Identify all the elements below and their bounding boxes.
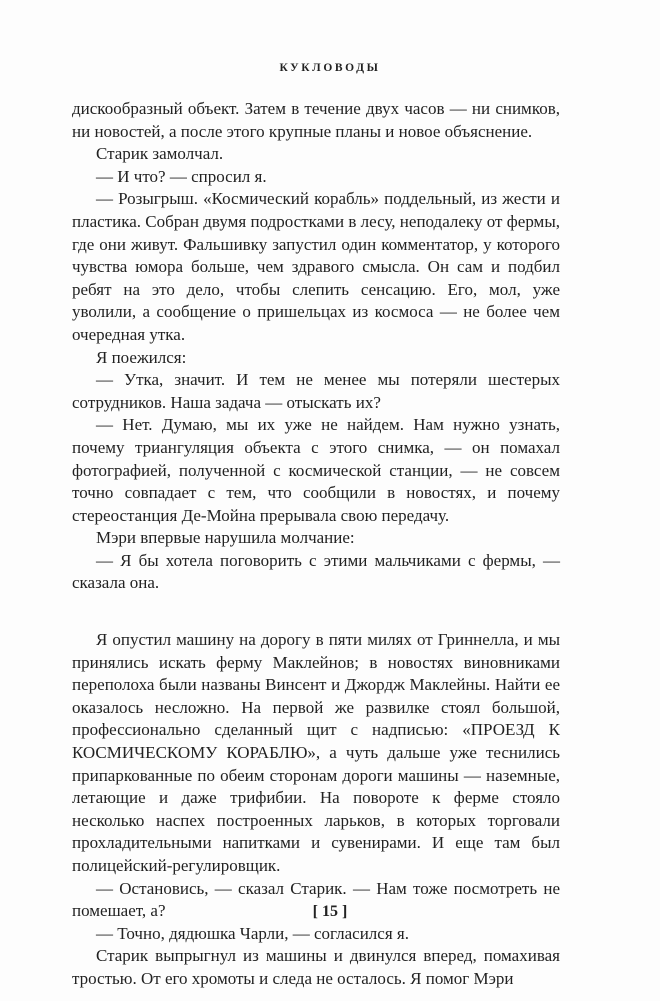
dialogue-line: — Остановись, — сказал Старик. — Нам тоже посмотреть не помешает, а? bbox=[72, 878, 560, 921]
dialogue-line: — И что? — спросил я. bbox=[96, 166, 267, 186]
paragraph: Я опустил машину на дорогу в пяти милях от Гриннелла, и мы принялись искать ферму Маклейнов; в новостях виновниками переполоха были названы Винсент и Джордж Маклейны. Найти ее оказалось несложно. На первой же развилке стоял большой, профессионально сделанный щит с надписью: «ПРОЕЗД К КОСМИЧЕСКОМУ КОРАБЛЮ», а чуть дальше уже теснились припаркованные по обеим сторонам дороги машины — наземные, летающие и даже трифибии. На повороте к ферме стояло несколько наспех построенных ларьков, в которых торговали прохладительными напитками и сувенирами. И еще там был полицейский-регулировщик. bbox=[72, 630, 560, 875]
dialogue-line: — Точно, дядюшка Чарли, — согласился я. bbox=[96, 923, 409, 943]
dialogue-line: — Я бы хотела поговорить с этими мальчиками с фермы, — сказала она. bbox=[72, 550, 560, 593]
dialogue-line: — Розыгрыш. «Космический корабль» поддельный, из жести и пластика. Собран двумя подростками в лесу, неподалеку от фермы, где они живут. Фальшивку запустил один комментатор, у которого чувства юмора больше, чем здравого смысла. Он сам и подбил ребят на это дело, чтобы слепить сенсацию. Его, мол, уже уволили, а сообщение о пришельцах из космоса — не более чем очередная утка. bbox=[72, 189, 560, 344]
section-break bbox=[72, 595, 560, 629]
dialogue-line: — Утка, значит. И тем не менее мы потеряли шестерых сотрудников. Наша задача — отыскать их? bbox=[72, 370, 560, 412]
paragraph: Я поежился: bbox=[96, 347, 187, 367]
page-number: [ 15 ] bbox=[312, 903, 348, 920]
paragraph: Мэри впервые нарушила молчание: bbox=[96, 528, 355, 548]
paragraph: Старик замолчал. bbox=[96, 144, 224, 164]
body-text bbox=[72, 98, 560, 991]
running-head: КУКЛОВОДЫ bbox=[279, 62, 381, 74]
dialogue-line: — Нет. Думаю, мы их уже не найдем. Нам нужно узнать, почему триангуляция объекта с этого снимка, — он помахал фотографией, полученной с космической станции, — не совсем точно совпадает с тем, что сообщили в новостях, и почему стереостанция Де-Мойна прерывала свою передачу. bbox=[72, 415, 560, 525]
paragraph-continuation: дискообразный объект. Затем в течение двух часов — ни снимков, ни новостей, а после этого крупные планы и новое объяснение. bbox=[72, 99, 560, 141]
paragraph: Старик выпрыгнул из машины и двинулся вперед, помахивая тростью. От его хромоты и следа не осталось. Я помог Мэри bbox=[72, 946, 560, 988]
